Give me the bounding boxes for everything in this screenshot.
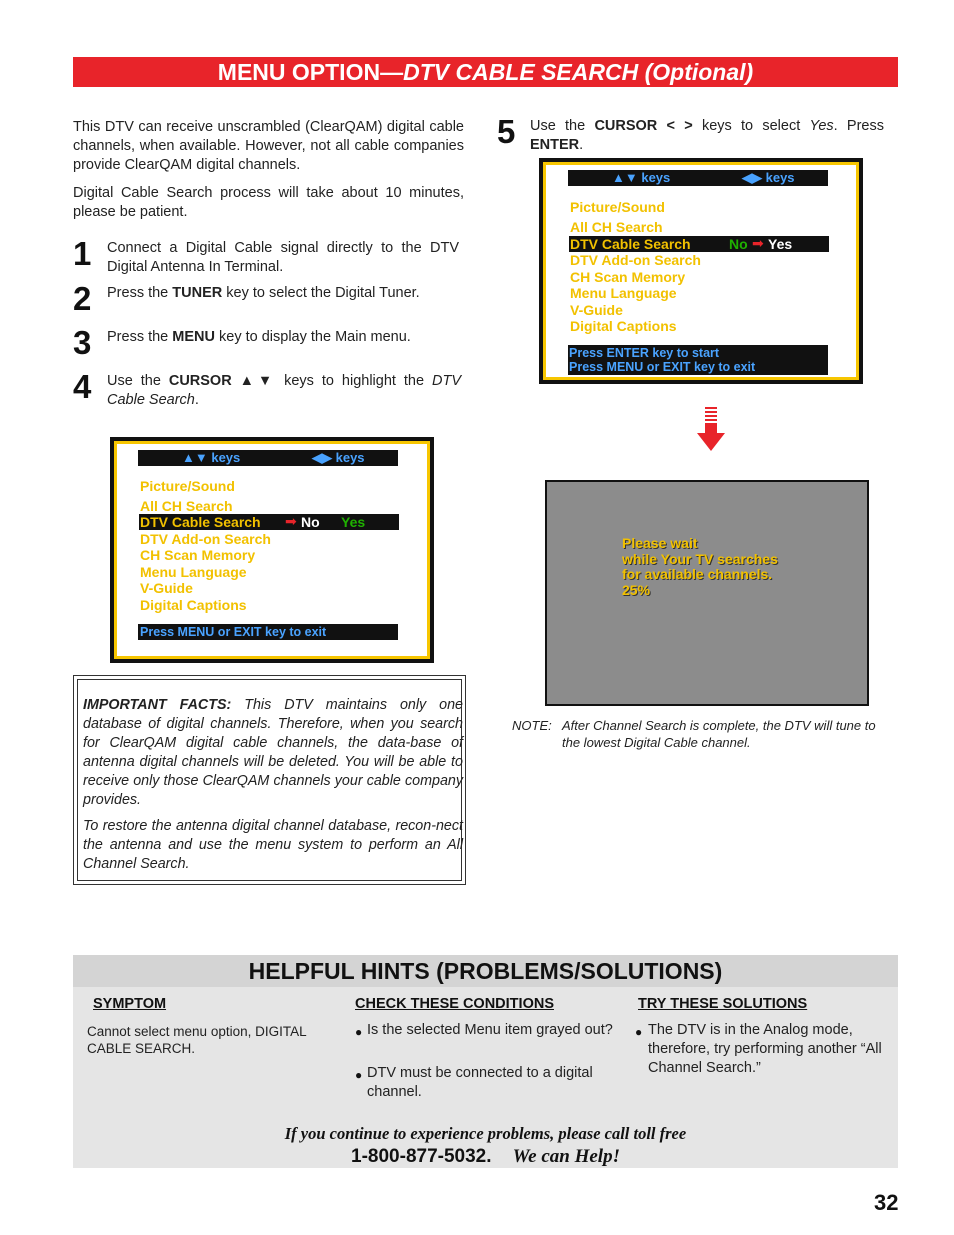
step-5-pre: Use the — [530, 118, 595, 134]
step-number-2: 2 — [73, 280, 92, 317]
page-number: 32 — [874, 1190, 899, 1215]
menu-item-dtv-addon-search[interactable]: DTV Add-on Search — [140, 531, 271, 547]
option-no[interactable]: No — [301, 514, 320, 530]
help-text: We can Help! — [512, 1146, 620, 1167]
hints-footer-line-2 — [73, 1146, 898, 1168]
step-3-post: key to display the Main menu. — [214, 329, 411, 345]
bullet-icon: ● — [355, 1025, 363, 1039]
menu-item-menu-language[interactable]: Menu Language — [140, 564, 247, 580]
hints-footer-line-1: If you continue to experience problems, please call toll free — [284, 1124, 687, 1143]
step-number-4: 4 — [73, 368, 92, 405]
menu-item-dtv-cable-search-2[interactable]: DTV Cable Search — [570, 236, 691, 252]
condition-2: DTV must be connected to a digital channel. — [367, 1065, 593, 1100]
menu-item-v-guide[interactable]: V-Guide — [140, 580, 193, 596]
solutions-heading: TRY THESE SOLUTIONS — [638, 996, 808, 1012]
step-4-pre: Use the — [107, 373, 169, 389]
option-no-2[interactable]: No — [729, 236, 748, 252]
menu-item-v-guide-2[interactable]: V-Guide — [570, 302, 623, 318]
symptom-heading: SYMPTOM — [93, 996, 167, 1012]
tv-menu-screen-2 — [539, 158, 863, 384]
step-4-end: . — [194, 392, 199, 408]
bullet-icon: ● — [635, 1025, 643, 1039]
important-facts-box — [73, 675, 466, 885]
cursor-lr-key-label: CURSOR < > — [594, 118, 693, 134]
menu-item-picture-sound[interactable]: Picture/Sound — [140, 478, 235, 494]
facts-paragraph-2: To restore the antenna digital channel database, recon-nect the antenna and use the menu system to perform an All Channel Search. — [83, 818, 463, 872]
menu-item-digital-captions[interactable]: Digital Captions — [140, 597, 247, 613]
search-line-3: for available channels. — [622, 566, 773, 582]
menu-item-ch-scan-memory-2[interactable]: CH Scan Memory — [570, 269, 686, 285]
facts-label: IMPORTANT FACTS: — [83, 697, 232, 713]
title-main: MENU OPTION— — [217, 59, 404, 85]
facts-text-1: This DTV maintains only one database of digital channels. Therefore, when you search for ClearQAM digital cable channels, the data-base of antenna digital channels will be deleted. You will be able to receive only those ClearQAM channels your cable company provides. — [83, 697, 463, 808]
leftright-keys-hint: ◀▶ keys — [312, 450, 365, 465]
exit-instruction-2: Press MENU or EXIT key to exit — [569, 360, 756, 374]
tv-menu-screen-1 — [110, 437, 434, 663]
updown-keys-hint: ▲▼ keys — [182, 450, 241, 465]
cursor-key-label: CURSOR ▲▼ — [168, 373, 277, 389]
step-4-post: keys to highlight the — [276, 373, 432, 389]
symptom-text: Cannot select menu option, DIGITAL CABLE SEARCH. — [87, 1024, 307, 1056]
phone-number: 1-800-877-5032. — [351, 1146, 492, 1167]
search-line-1: Please wait — [622, 535, 698, 551]
option-yes[interactable]: Yes — [341, 514, 366, 530]
helpful-hints-section — [73, 955, 898, 1168]
step-number-5: 5 — [497, 113, 516, 150]
arrow-right-icon: ➡ — [285, 513, 297, 529]
menu-item-all-ch-search-2[interactable]: All CH Search — [570, 219, 663, 235]
menu-item-menu-language-2[interactable]: Menu Language — [570, 285, 677, 301]
menu-item-dtv-addon-search-2[interactable]: DTV Add-on Search — [570, 252, 701, 268]
exit-instruction-bar — [138, 624, 398, 640]
step-5-italic: Yes — [809, 118, 834, 134]
option-yes-2[interactable]: Yes — [768, 236, 793, 252]
step-5-post: keys to select — [692, 118, 810, 134]
menu-item-ch-scan-memory[interactable]: CH Scan Memory — [140, 547, 256, 563]
solution-1: The DTV is in the Analog mode, therefore, try performing another “All Channel Search.” — [648, 1022, 882, 1076]
important-facts-inner — [77, 679, 462, 881]
step-5-post2: . Press — [833, 118, 884, 134]
menu-item-all-ch-search[interactable]: All CH Search — [140, 498, 233, 514]
keys-header-bar-2 — [568, 170, 828, 186]
enter-instruction: Press ENTER key to start — [569, 346, 720, 360]
step-2-pre: Press the — [107, 285, 173, 301]
intro-paragraph-1: This DTV can receive unscrambled (ClearQAM) digital cable channels, when available. However, not all cable companies provide ClearQAM digital channels. — [73, 119, 464, 173]
step-text-3 — [107, 328, 459, 347]
search-progress-message — [622, 536, 778, 598]
step-text-5 — [530, 117, 884, 155]
title-italic: DTV CABLE SEARCH (Optional) — [403, 59, 754, 85]
search-line-2: while Your TV searches — [622, 550, 778, 567]
step-text-4 — [107, 372, 461, 410]
step-5-end: . — [579, 137, 584, 153]
step-2-post: key to select the Digital Tuner. — [222, 285, 420, 301]
exit-instruction: Press MENU or EXIT key to exit — [140, 625, 327, 639]
arrow-right-icon-2: ➡ — [752, 235, 764, 251]
tv-search-screen — [545, 480, 869, 706]
condition-1: Is the selected Menu item grayed out? — [367, 1022, 613, 1038]
enter-key-label: ENTER — [530, 137, 580, 153]
enter-instruction-bar — [568, 345, 828, 375]
note-label: NOTE: — [512, 718, 552, 733]
updown-keys-hint-2: ▲▼ keys — [612, 170, 671, 185]
keys-header-bar — [138, 450, 398, 466]
menu-item-dtv-cable-search[interactable]: DTV Cable Search — [140, 514, 261, 530]
menu-item-picture-sound-2[interactable]: Picture/Sound — [570, 199, 665, 215]
tuner-key-label: TUNER — [172, 285, 223, 301]
note-text: After Channel Search is complete, the DTV will tune to the lowest Digital Cable channel. — [562, 718, 876, 750]
facts-paragraph-1 — [83, 696, 463, 810]
conditions-heading: CHECK THESE CONDITIONS — [355, 996, 554, 1012]
bullet-icon: ● — [355, 1068, 363, 1082]
page-title — [73, 57, 898, 87]
step-4-italic: DTV Cable Search — [107, 373, 461, 408]
step-3-pre: Press the — [107, 329, 173, 345]
step-number-3: 3 — [73, 324, 92, 361]
hints-title: HELPFUL HINTS (PROBLEMS/SOLUTIONS) — [73, 955, 898, 987]
menu-key-label: MENU — [172, 329, 215, 345]
step-text-2 — [107, 284, 459, 303]
down-arrow-icon — [697, 407, 725, 453]
search-progress-percent: 25% — [622, 581, 651, 598]
step-text-1: Connect a Digital Cable signal directly to the DTV Digital Antenna In Terminal. — [107, 240, 459, 275]
menu-item-digital-captions-2[interactable]: Digital Captions — [570, 318, 677, 334]
intro-paragraph-2: Digital Cable Search process will take about 10 minutes, please be patient. — [73, 185, 464, 220]
leftright-keys-hint-2: ◀▶ keys — [742, 170, 795, 185]
step-number-1: 1 — [73, 235, 92, 272]
